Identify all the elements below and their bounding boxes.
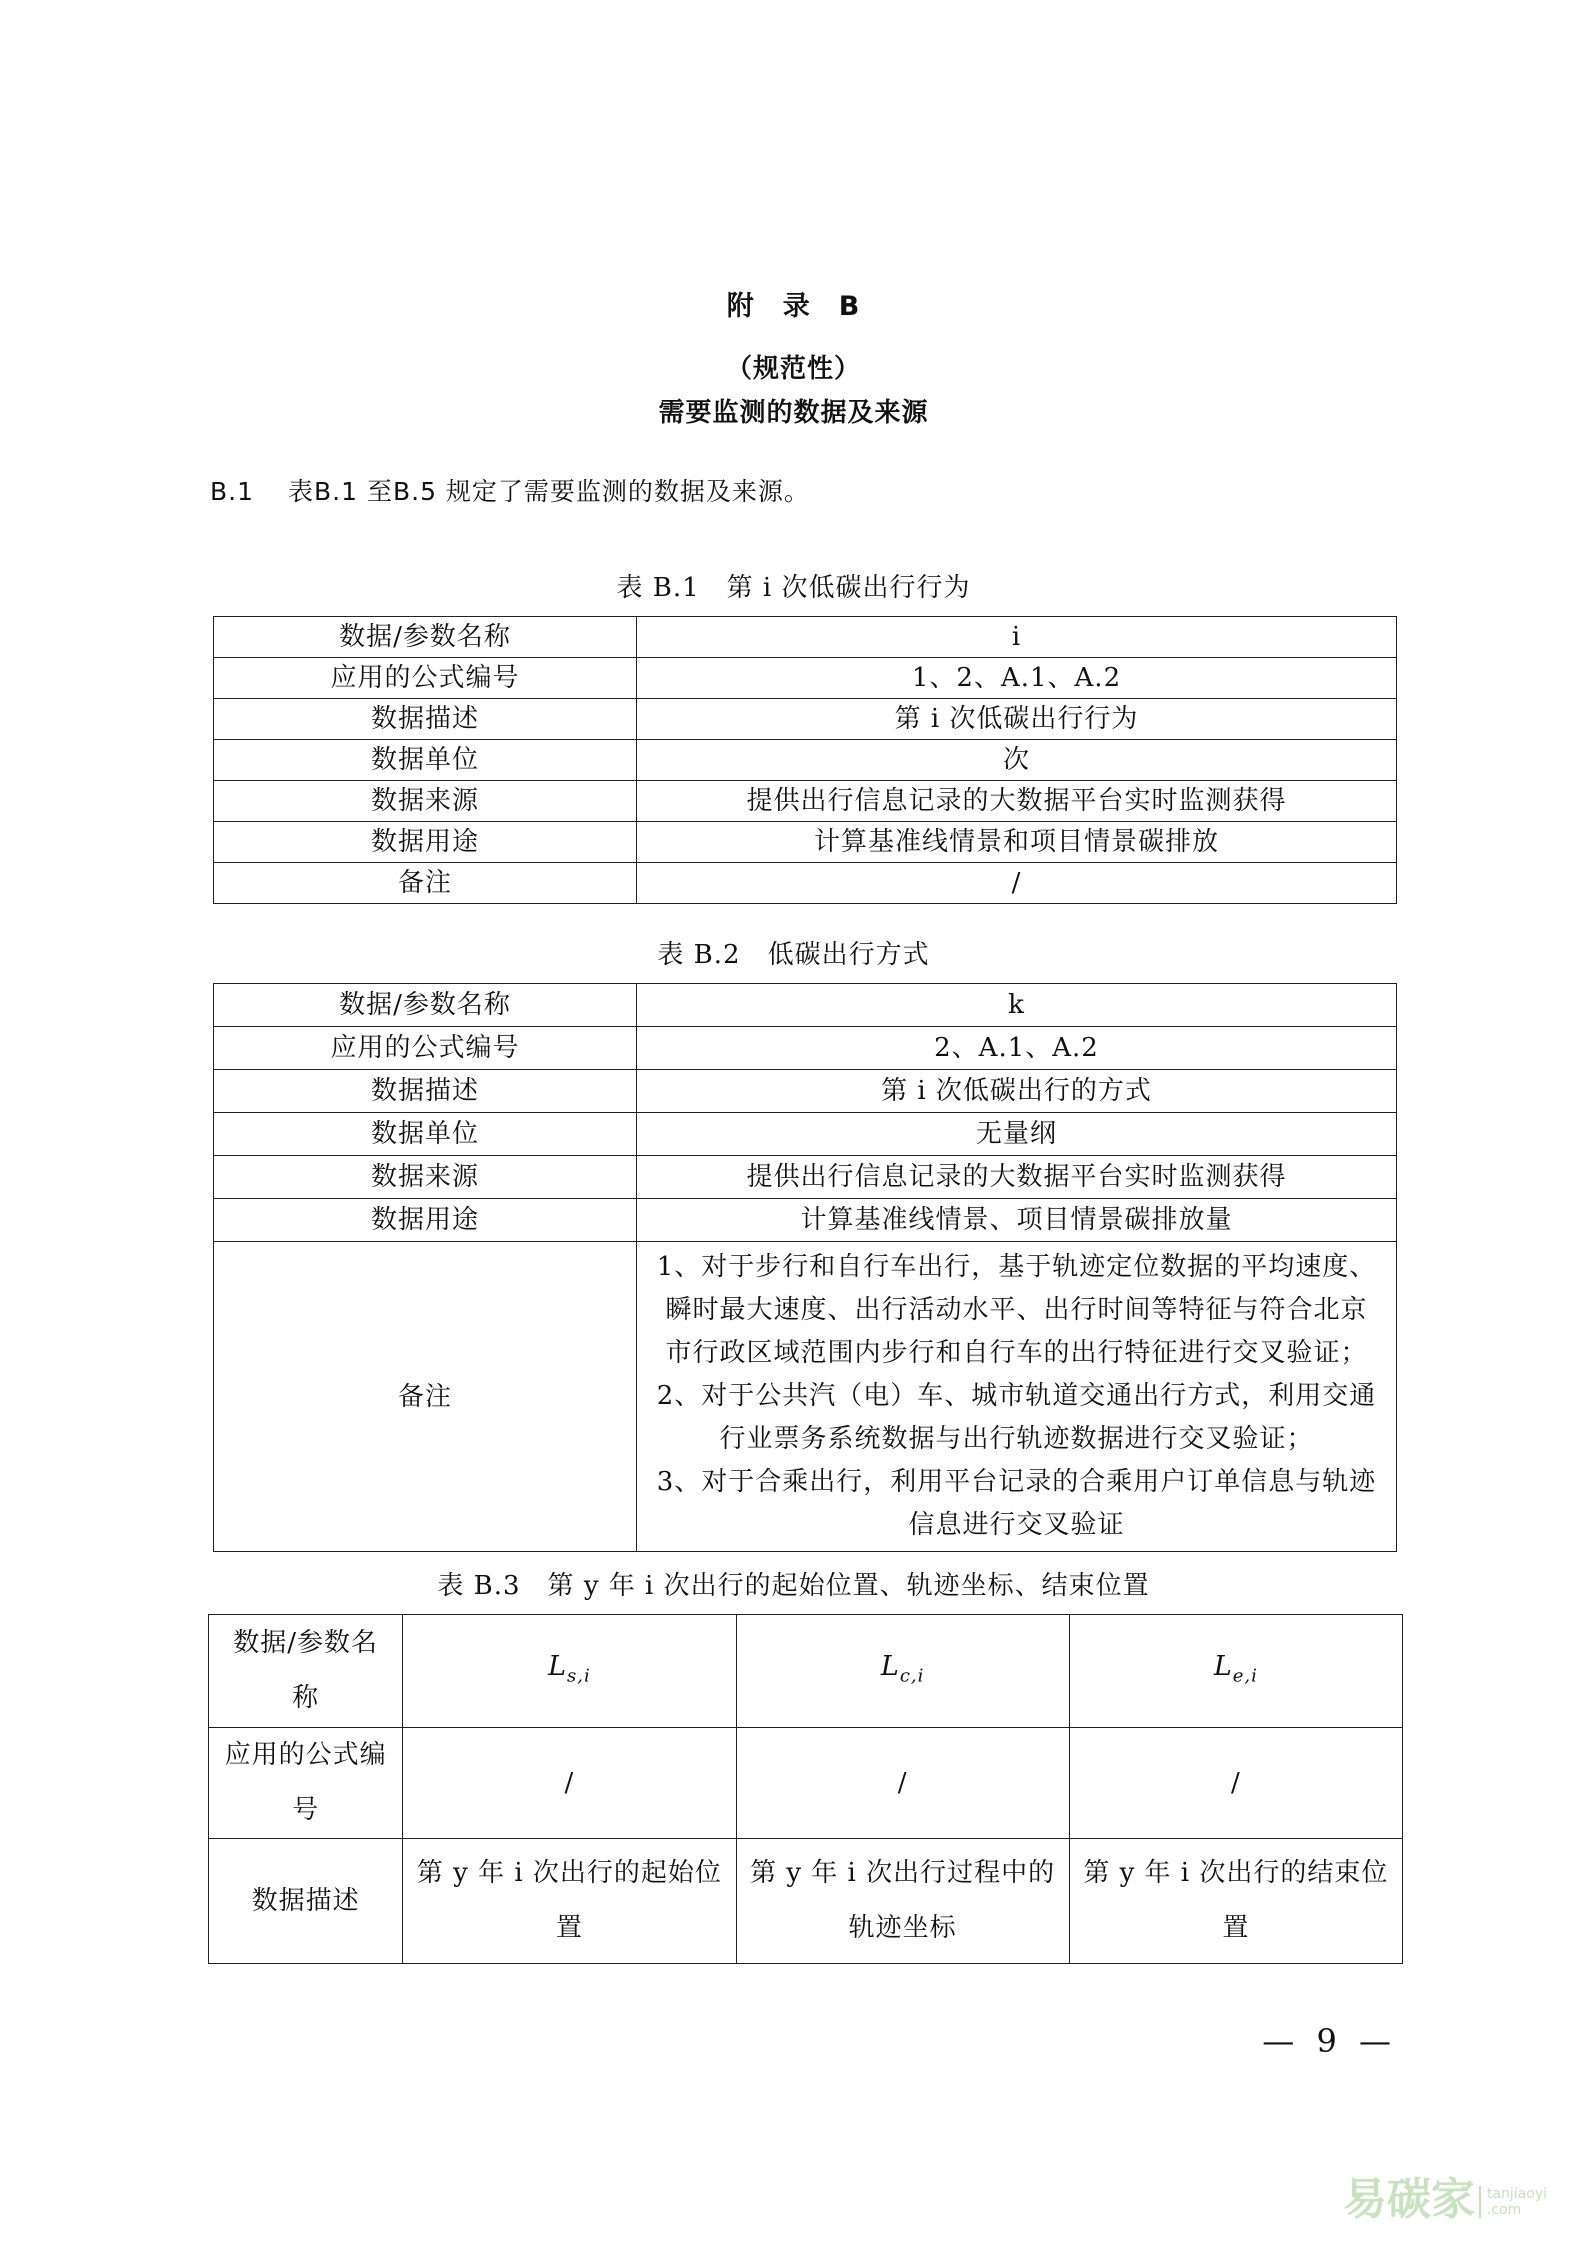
table-row bbox=[209, 1615, 1403, 1728]
table2-value: 提供出行信息记录的大数据平台实时监测获得 bbox=[637, 1156, 1397, 1199]
page-number: — 9 — bbox=[1262, 2022, 1397, 2060]
symbol-le-i bbox=[1069, 1615, 1402, 1728]
table2-remark-text bbox=[637, 1242, 1397, 1552]
table-row bbox=[214, 1199, 1397, 1242]
table2-label: 数据用途 bbox=[214, 1199, 637, 1242]
table2-label: 应用的公式编号 bbox=[214, 1027, 637, 1070]
table-row bbox=[214, 1027, 1397, 1070]
table2-value: 无量纲 bbox=[637, 1113, 1397, 1156]
watermark-url: tanjiaoyi .com bbox=[1479, 2186, 1547, 2218]
remark-line: 行业票务系统数据与出行轨迹数据进行交叉验证； bbox=[719, 1424, 1314, 1454]
table3-value bbox=[403, 1839, 736, 1964]
table-row bbox=[214, 1156, 1397, 1199]
appendix-title: 附 录 B bbox=[726, 291, 861, 322]
table-row bbox=[214, 1242, 1397, 1552]
table-row bbox=[214, 617, 1397, 658]
remark-line: 信息进行交叉验证 bbox=[908, 1510, 1125, 1540]
symbol-subscript: e,i bbox=[1232, 1665, 1258, 1687]
table-row bbox=[214, 984, 1397, 1027]
remark-line: 瞬时最大速度、出行活动水平、出行时间等特征与符合北京 bbox=[665, 1295, 1368, 1325]
value-line: 置 bbox=[555, 1913, 583, 1943]
symbol-ls-i bbox=[403, 1615, 736, 1728]
table2-label: 数据来源 bbox=[214, 1156, 637, 1199]
watermark-logo bbox=[1343, 2163, 1547, 2227]
table1-value: 提供出行信息记录的大数据平台实时监测获得 bbox=[637, 781, 1397, 822]
value-line: 轨迹坐标 bbox=[848, 1913, 957, 1943]
value-line: 第 y 年 i 次出行的结束位 bbox=[1083, 1858, 1389, 1888]
table2-caption: 表 B.2 低碳出行方式 bbox=[657, 940, 930, 970]
symbol-base: L bbox=[1213, 1650, 1233, 1682]
label-line: 数据/参数名 bbox=[233, 1628, 379, 1658]
table-row bbox=[214, 699, 1397, 740]
remark-line: 3、对于合乘出行，利用平台记录的合乘用户订单信息与轨迹 bbox=[656, 1467, 1377, 1497]
remark-line: 市行政区域范围内步行和自行车的出行特征进行交叉验证； bbox=[665, 1338, 1368, 1368]
table-row bbox=[209, 1839, 1403, 1964]
symbol-subscript: c,i bbox=[899, 1665, 925, 1687]
table-row bbox=[214, 822, 1397, 863]
table1-label: 数据/参数名称 bbox=[214, 617, 637, 658]
table1-value: 第 i 次低碳出行行为 bbox=[637, 699, 1397, 740]
table1-label: 应用的公式编号 bbox=[214, 658, 637, 699]
table3-value: / bbox=[1069, 1728, 1402, 1839]
table1-label: 数据用途 bbox=[214, 822, 637, 863]
table1-label: 数据单位 bbox=[214, 740, 637, 781]
table3-caption: 表 B.3 第 y 年 i 次出行的起始位置、轨迹坐标、结束位置 bbox=[437, 1571, 1150, 1601]
value-line: 置 bbox=[1222, 1913, 1250, 1943]
table1 bbox=[213, 616, 1397, 904]
table3-value bbox=[1069, 1839, 1402, 1964]
table-row bbox=[214, 740, 1397, 781]
table2-value: 2、A.1、A.2 bbox=[637, 1027, 1397, 1070]
table1-value: / bbox=[637, 863, 1397, 904]
watermark-mark: 易碳家 bbox=[1342, 2174, 1475, 2225]
table2-label: 数据单位 bbox=[214, 1113, 637, 1156]
table1-value: 计算基准线情景和项目情景碳排放 bbox=[637, 822, 1397, 863]
table-row bbox=[214, 781, 1397, 822]
appendix-nature: （规范性） bbox=[725, 354, 861, 384]
table1-label: 数据来源 bbox=[214, 781, 637, 822]
symbol-base: L bbox=[548, 1650, 568, 1682]
table-row bbox=[214, 863, 1397, 904]
table2-value: 第 i 次低碳出行的方式 bbox=[637, 1070, 1397, 1113]
label-line: 号 bbox=[292, 1795, 320, 1825]
intro-clause-number: B.1 bbox=[210, 477, 255, 506]
label-line: 称 bbox=[292, 1683, 320, 1713]
table1-value: 次 bbox=[637, 740, 1397, 781]
table3-value bbox=[736, 1839, 1069, 1964]
table2-value: k bbox=[637, 984, 1397, 1027]
table1-label: 备注 bbox=[214, 863, 637, 904]
value-line: 第 y 年 i 次出行过程中的 bbox=[750, 1858, 1056, 1888]
symbol-base: L bbox=[880, 1650, 900, 1682]
table2-label: 数据/参数名称 bbox=[214, 984, 637, 1027]
table3-label bbox=[209, 1728, 403, 1839]
symbol-lc-i bbox=[736, 1615, 1069, 1728]
table1-value: 1、2、A.1、A.2 bbox=[637, 658, 1397, 699]
table3-value: / bbox=[736, 1728, 1069, 1839]
table3-label: 数据描述 bbox=[209, 1839, 403, 1964]
table-row bbox=[214, 1113, 1397, 1156]
table2-label: 数据描述 bbox=[214, 1070, 637, 1113]
table-row bbox=[214, 658, 1397, 699]
table2 bbox=[213, 983, 1397, 1552]
table2-value: 计算基准线情景、项目情景碳排放量 bbox=[637, 1199, 1397, 1242]
table-row bbox=[214, 1070, 1397, 1113]
table3 bbox=[208, 1614, 1403, 1964]
table1-label: 数据描述 bbox=[214, 699, 637, 740]
table3-value: / bbox=[403, 1728, 736, 1839]
symbol-subscript: s,i bbox=[567, 1665, 591, 1687]
remark-line: 1、对于步行和自行车出行，基于轨迹定位数据的平均速度、 bbox=[656, 1252, 1377, 1282]
table3-label bbox=[209, 1615, 403, 1728]
remark-line: 2、对于公共汽（电）车、城市轨道交通出行方式，利用交通 bbox=[656, 1381, 1377, 1411]
table1-value: i bbox=[637, 617, 1397, 658]
intro-paragraph bbox=[210, 472, 810, 508]
table2-remark-label: 备注 bbox=[214, 1242, 637, 1552]
label-line: 应用的公式编 bbox=[224, 1740, 387, 1770]
table1-caption: 表 B.1 第 i 次低碳出行行为 bbox=[616, 573, 971, 603]
intro-text: 表B.1 至B.5 规定了需要监测的数据及来源。 bbox=[288, 477, 810, 506]
value-line: 第 y 年 i 次出行的起始位 bbox=[416, 1858, 722, 1888]
appendix-subtitle: 需要监测的数据及来源 bbox=[658, 398, 929, 428]
table-row bbox=[209, 1728, 1403, 1839]
